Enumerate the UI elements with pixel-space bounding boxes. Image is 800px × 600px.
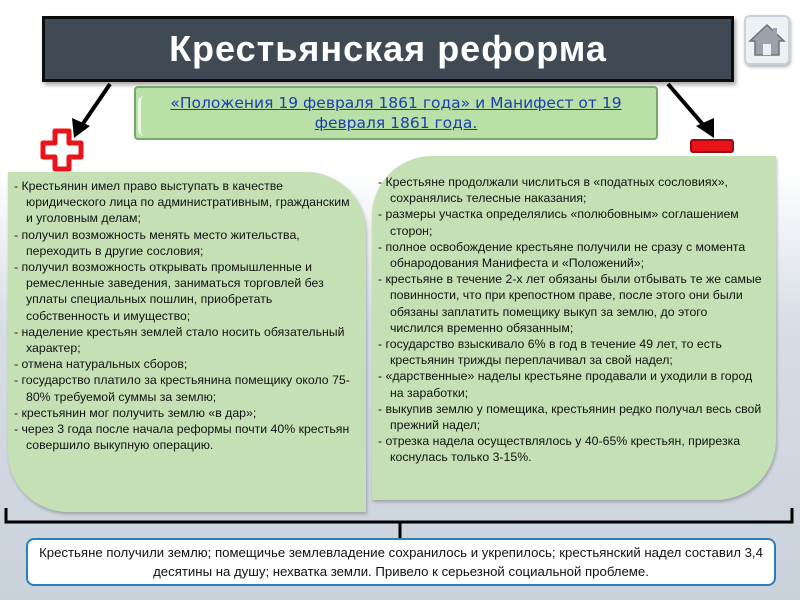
right-arrow — [668, 84, 706, 128]
list-item: - размеры участка определялись «полюбовным» соглашением сторон; — [378, 207, 739, 238]
list-item: - полное освобождение крестьяне получили не сразу с момента обнародования Манифеста и «Положений»; — [378, 239, 746, 271]
list-item: - получил возможность открывать промышленные и ремесленные заведения, заниматься торговлей без уплаты специальных пошлин, приобретать собственность и имущество; — [14, 260, 324, 323]
cons-panel — [372, 156, 776, 500]
page-title: Крестьянская реформа — [169, 28, 607, 69]
list-item: - государство платило за крестьянина помещику около 75-80% требуемой суммы за землю; — [14, 373, 350, 404]
list-item: - выкупив землю у помещика, крестьянин редко получал весь свой прежний надел; — [378, 401, 762, 433]
list-item: - Крестьяне продолжали числиться в «податных сословиях», сохранялись телесные наказания; — [378, 175, 728, 206]
source-banner[interactable] — [134, 86, 658, 140]
home-icon — [746, 17, 788, 63]
cons-list — [372, 156, 776, 466]
pros-list — [8, 172, 366, 453]
list-item: - отрезка надела осуществлялось у 40-65% крестьян, прирезка коснулась только 3-15%. — [378, 434, 741, 465]
conclusion-box — [26, 538, 776, 586]
conclusion-text: Крестьяне получили землю; помещичье землевладение сохранилось и укрепилось; крестьянский надел составил 3,4 десятины на душу; нехватка земли. Привело к серьезной социальной проблеме. — [39, 545, 763, 579]
home-button[interactable] — [744, 15, 790, 65]
list-item: - наделение крестьян землей стало носить обязательный характер; — [14, 324, 345, 356]
list-item: - государство взыскивало 6% в год в течение 49 лет, то есть крестьянин трижды переплачивал за свой надел; — [378, 337, 722, 368]
list-item: - «дарственные» наделы крестьяне продавали и уходили в город на заработки; — [378, 369, 753, 400]
banner-link[interactable]: «Положения 19 февраля 1861 года» и Манифест от 19 февраля 1861 года. — [170, 94, 622, 132]
pros-panel — [8, 172, 366, 512]
left-arrow — [80, 84, 110, 128]
plus-icon — [40, 128, 84, 172]
title-bar — [42, 16, 734, 82]
list-item: - крестьяне в течение 2-х лет обязаны были отбывать те же самые повинности, что при крепостном праве, после этого они были обязаны заплатить помещику выкуп за землю, до этого числился временно обязанным; — [378, 272, 762, 335]
list-item: - Крестьянин имел право выступать в качестве юридического лица по административным, гражданским и уголовным делам; — [14, 179, 350, 226]
list-item: - через 3 года после начала реформы почти 40% крестьян совершило выкупную операцию. — [14, 422, 350, 453]
list-item: - крестьянин мог получить землю «в дар»; — [14, 405, 257, 420]
minus-icon — [690, 139, 734, 153]
scroll-curl — [138, 96, 153, 136]
list-item: - отмена натуральных сборов; — [14, 357, 188, 372]
list-item: - получил возможность менять место жительства, переходить в другие сословия; — [14, 227, 300, 258]
